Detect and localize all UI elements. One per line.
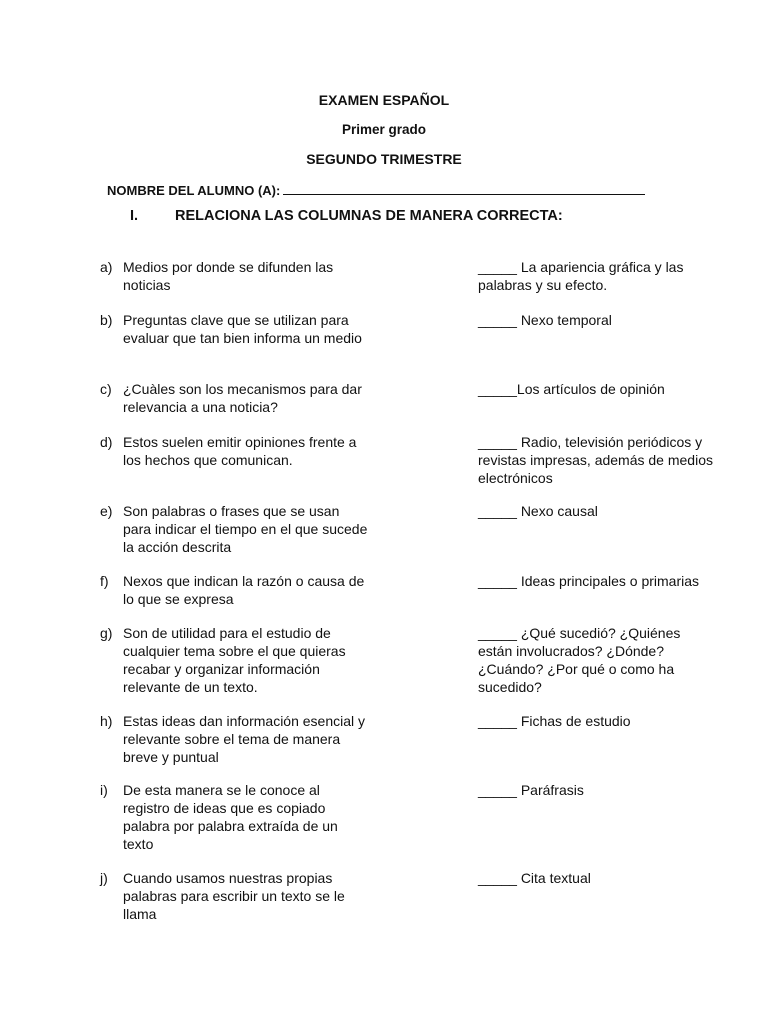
answer-item: _____Los artículos de opinión	[478, 381, 665, 397]
answer-item: _____ Nexo temporal	[478, 312, 612, 328]
question-text: Medios por donde se difunden las noticias	[123, 259, 334, 293]
question-letter: g)	[100, 625, 113, 641]
question-letter: d)	[100, 434, 113, 450]
question-item	[100, 572, 370, 608]
grade-label: Primer grado	[341, 122, 427, 137]
question-text: De esta manera se le conoce al registro de ideas que es copiado palabra por palabra extraída de un texto	[123, 782, 338, 852]
student-name-label: NOMBRE DEL ALUMNO (A):	[107, 183, 281, 198]
answer-item: _____ La apariencia gráfica y las palabras y su efecto.	[478, 259, 684, 293]
exam-title: EXAMEN ESPAÑOL	[318, 92, 450, 108]
question-text: Son de utilidad para el estudio de cualquier tema sobre el que quieras recabar y organizar información relevante de un texto.	[123, 625, 346, 695]
question-item	[100, 624, 370, 696]
question-letter: h)	[100, 713, 113, 729]
answer-item: _____ Ideas principales o primarias	[478, 573, 700, 589]
question-letter: a)	[100, 259, 113, 275]
section-instruction: RELACIONA LAS COLUMNAS DE MANERA CORRECTA:	[175, 208, 563, 224]
question-text: Estos suelen emitir opiniones frente a los hechos que comunican.	[123, 434, 357, 468]
question-letter: c)	[100, 381, 112, 397]
question-item	[100, 311, 370, 347]
answer-item: _____ Radio, televisión periódicos y revistas impresas, además de medios electrónicos	[478, 434, 713, 486]
student-name-row	[107, 181, 645, 198]
student-name-blank[interactable]	[283, 181, 645, 195]
question-letter: f)	[100, 573, 109, 589]
section-heading	[130, 208, 563, 224]
answer-item: _____ Fichas de estudio	[478, 713, 631, 729]
question-text: Estas ideas dan información esencial y relevante sobre el tema de manera breve y puntual	[123, 713, 366, 765]
question-text: Cuando usamos nuestras propias palabras para escribir un texto se le llama	[123, 870, 345, 922]
question-letter: j)	[100, 870, 108, 886]
question-text: Nexos que indican la razón o causa de lo que se expresa	[123, 573, 365, 607]
question-item	[100, 433, 370, 469]
question-text: ¿Cuàles son los mecanismos para dar relevancia a una noticia?	[123, 381, 362, 415]
question-item	[100, 380, 370, 416]
question-letter: i)	[100, 782, 108, 798]
question-item	[100, 869, 370, 923]
question-text: Preguntas clave que se utilizan para evaluar que tan bien informa un medio	[123, 312, 362, 346]
question-item	[100, 712, 370, 766]
question-letter: b)	[100, 312, 113, 328]
question-item	[100, 781, 370, 853]
answer-item: _____ Nexo causal	[478, 503, 598, 519]
answer-item: _____ ¿Qué sucedió? ¿Quiénes están involucrados? ¿Dónde? ¿Cuándo? ¿Por qué o como ha sucedido?	[478, 625, 681, 695]
answer-item: _____ Paráfrasis	[478, 782, 584, 798]
question-letter: e)	[100, 503, 113, 519]
term-label: SEGUNDO TRIMESTRE	[306, 151, 462, 167]
section-number: I.	[130, 208, 139, 224]
question-item	[100, 502, 370, 556]
question-text: Son palabras o frases que se usan para indicar el tiempo en el que sucede la acción descrita	[123, 503, 368, 555]
question-item	[100, 258, 370, 294]
answer-item: _____ Cita textual	[478, 870, 591, 886]
